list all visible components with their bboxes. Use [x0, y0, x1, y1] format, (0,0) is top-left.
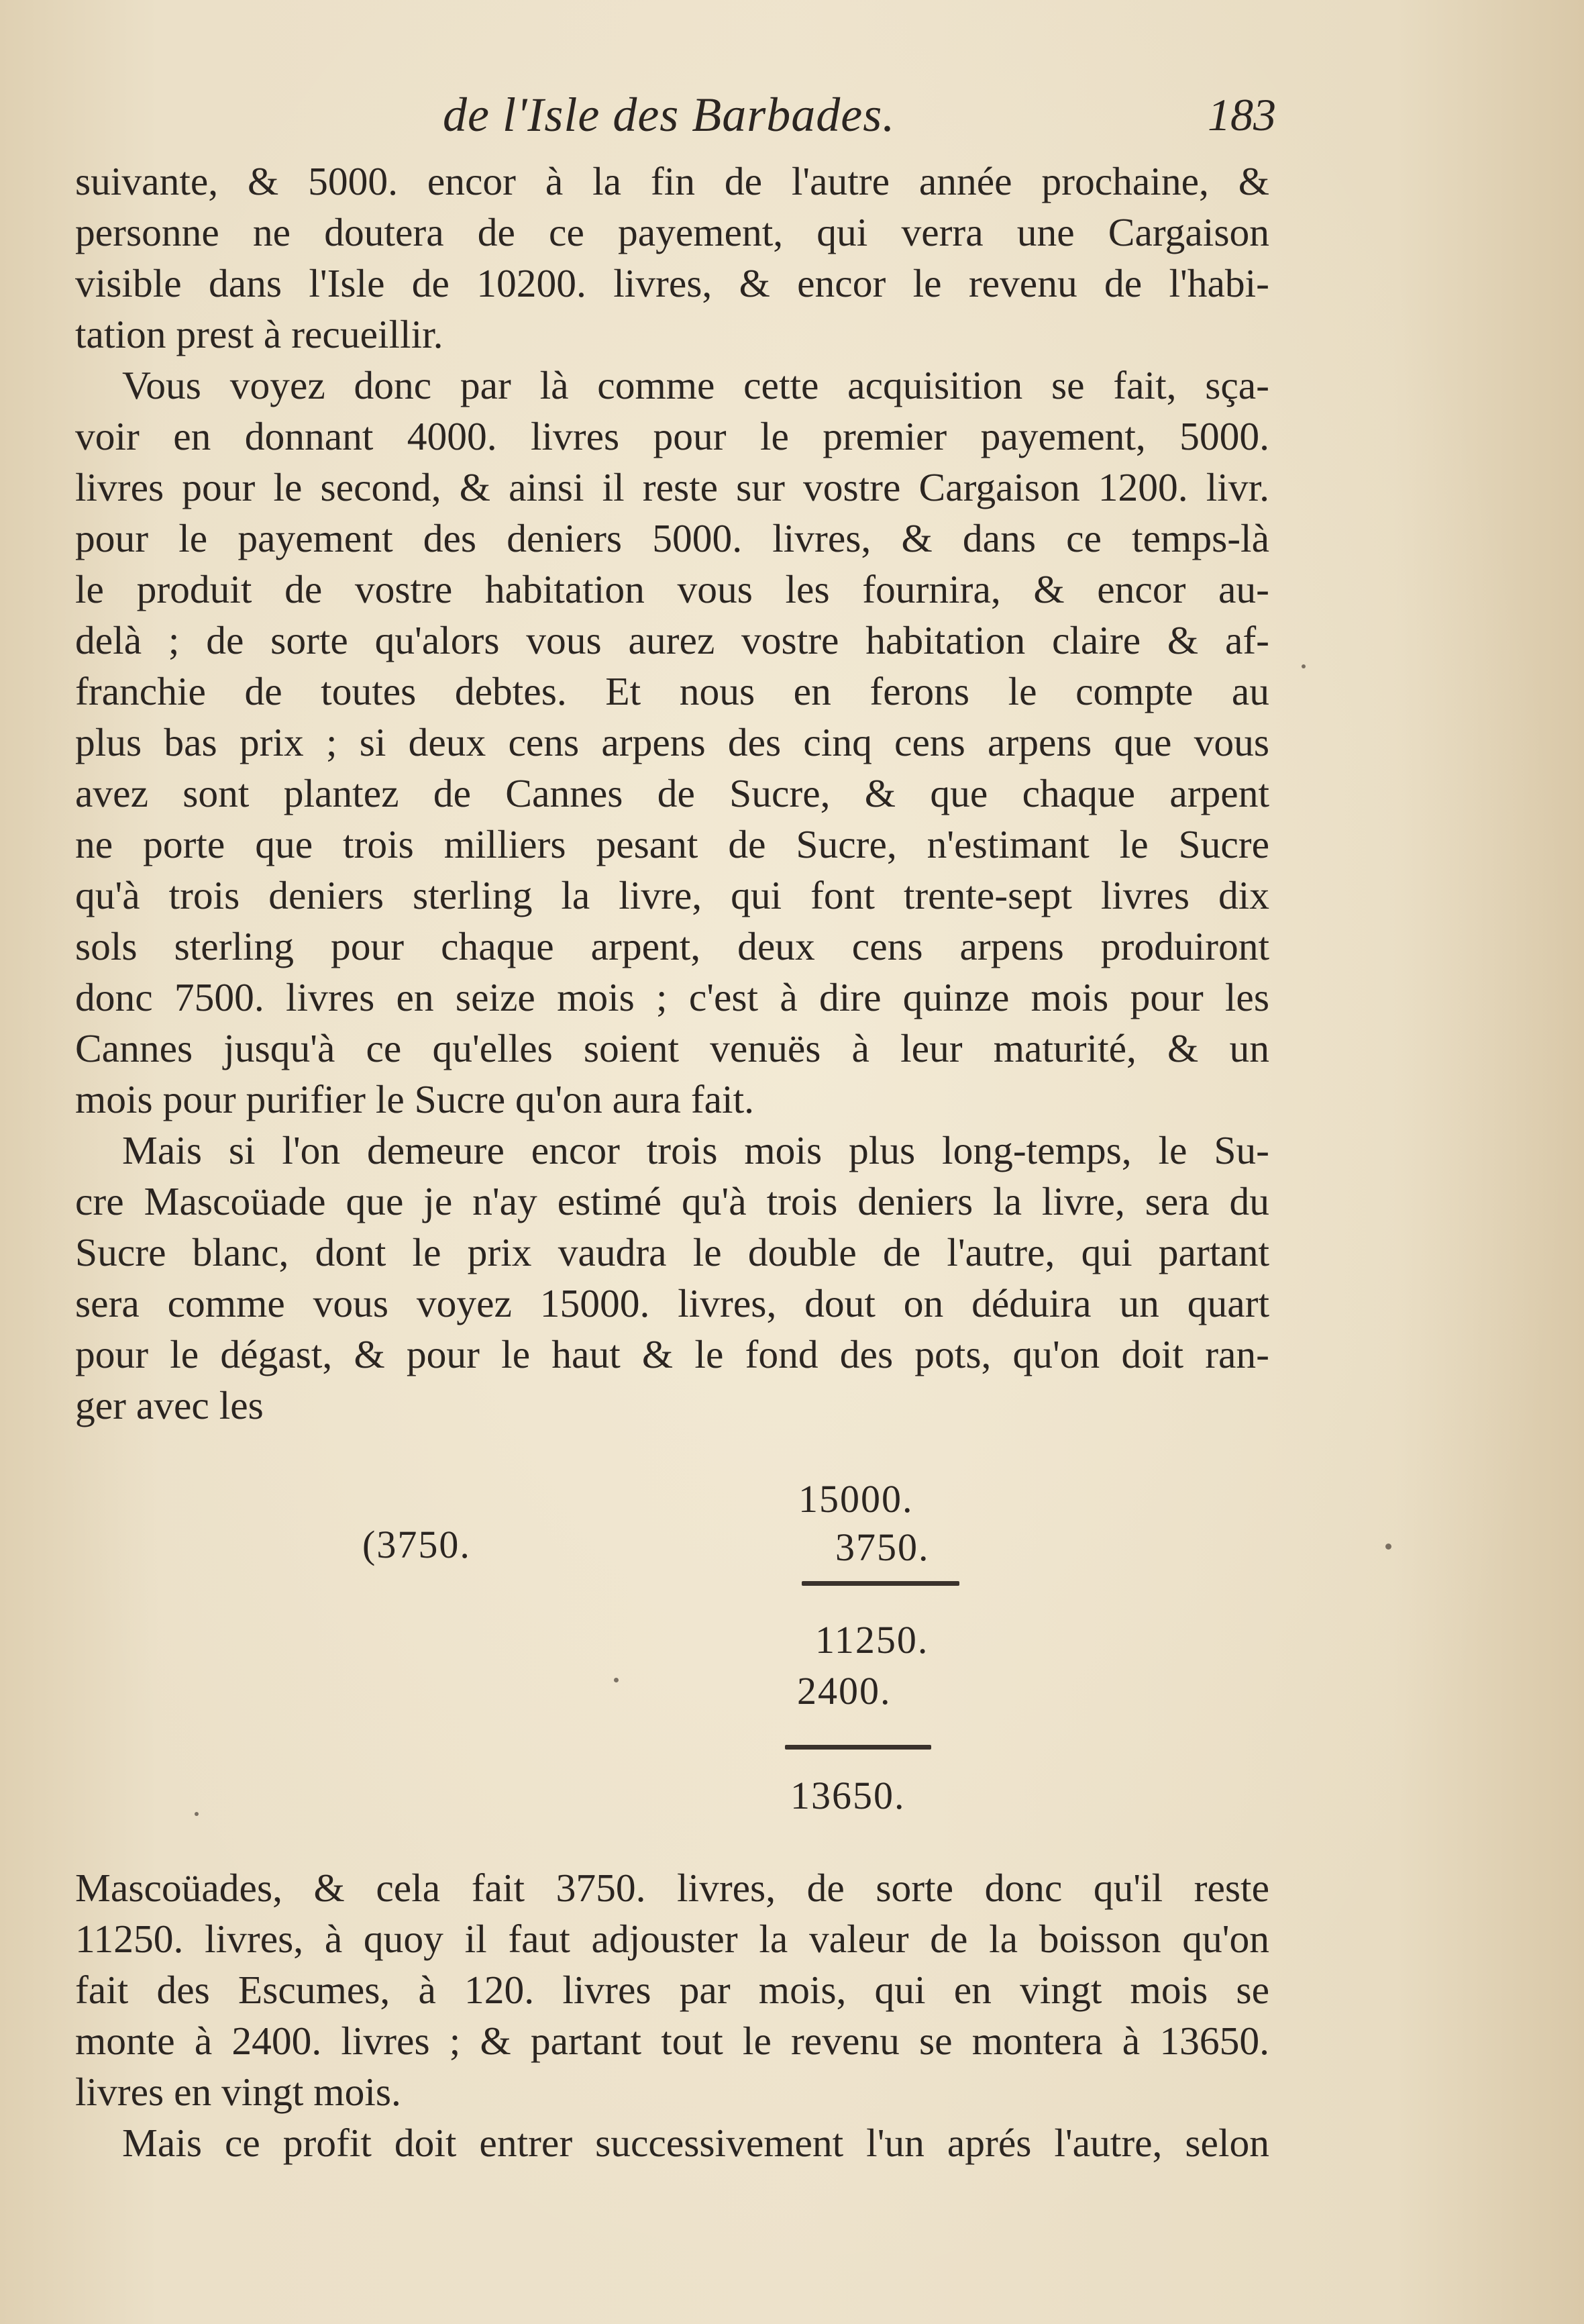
- calc-addition: 2400.: [797, 1669, 892, 1713]
- text-line: personne ne doutera de ce payement, qui verra une Cargaison: [75, 210, 1269, 254]
- text-line: Mascoüades, & cela fait 3750. livres, de sorte donc qu'il reste: [75, 1866, 1269, 1910]
- calc-subtotal: 11250.: [815, 1618, 929, 1662]
- text-line: delà ; de sorte qu'alors vous aurez vostre habitation claire & af-: [75, 618, 1269, 662]
- text-line: sols sterling pour chaque arpent, deux cens arpens produiront: [75, 924, 1269, 968]
- text-line: voir en donnant 4000. livres pour le premier payement, 5000.: [75, 414, 1269, 458]
- text-line: 11250. livres, à quoy il faut adjouster la valeur de la boisson qu'on: [75, 1917, 1269, 1961]
- paper-speck: [1302, 664, 1306, 668]
- text-line: Sucre blanc, dont le prix vaudra le double de l'autre, qui partant: [75, 1230, 1269, 1274]
- text-line: visible dans l'Isle de 10200. livres, & encor le revenu de l'habi-: [75, 261, 1269, 305]
- running-title: de l'Isle des Barbades.: [443, 88, 896, 142]
- text-line: Mais si l'on demeure encor trois mois plus long-temps, le Su-: [122, 1128, 1269, 1172]
- sugar-revenue-calculation: [0, 1450, 1584, 1825]
- text-line: livres en vingt mois.: [75, 2070, 401, 2114]
- text-line: qu'à trois deniers sterling la livre, qui font trente-sept livres dix: [75, 873, 1269, 917]
- text-line: monte à 2400. livres ; & partant tout le revenu se montera à 13650.: [75, 2019, 1269, 2063]
- paper-speck: [195, 1812, 199, 1816]
- paper-speck: [1385, 1544, 1391, 1550]
- text-line: ger avec les: [75, 1383, 264, 1427]
- text-line: fait des Escumes, à 120. livres par mois, qui en vingt mois se: [75, 1968, 1269, 2012]
- paragraph-3: [75, 1125, 1269, 1431]
- paragraph-1: [75, 156, 1269, 360]
- paper-speck: [614, 1678, 619, 1682]
- page-number: 183: [1208, 89, 1276, 140]
- text-line: livres pour le second, & ainsi il reste sur vostre Cargaison 1200. livr.: [75, 465, 1269, 509]
- text-line: Mais ce profit doit entrer successivement l'un aprés l'autre, selon: [122, 2121, 1269, 2165]
- text-line: suivante, & 5000. encor à la fin de l'autre année prochaine, &: [75, 159, 1269, 203]
- calc-sum-rule: [785, 1745, 931, 1750]
- text-line: tation prest à recueillir.: [75, 312, 443, 356]
- text-line: sera comme vous voyez 15000. livres, dout on déduira un quart: [75, 1281, 1269, 1325]
- calc-total: 15000.: [798, 1477, 914, 1521]
- text-line: pour le payement des deniers 5000. livres, & dans ce temps-là: [75, 516, 1269, 560]
- text-line: Vous voyez donc par là comme cette acquisition se fait, sça-: [122, 363, 1269, 407]
- text-line: donc 7500. livres en seize mois ; c'est à dire quinze mois pour les: [75, 975, 1269, 1019]
- text-line: mois pour purifier le Sucre qu'on aura fait.: [75, 1077, 754, 1121]
- paragraph-5: [75, 2117, 1269, 2168]
- calc-margin-note: (3750.: [362, 1523, 471, 1566]
- paragraph-4: [75, 1862, 1269, 2117]
- text-block-lower: [75, 1862, 1269, 2168]
- paragraph-2: [75, 360, 1269, 1125]
- text-line: avez sont plantez de Cannes de Sucre, & que chaque arpent: [75, 771, 1269, 815]
- text-line: cre Mascoüade que je n'ay estimé qu'à trois deniers la livre, sera du: [75, 1179, 1269, 1223]
- text-line: plus bas prix ; si deux cens arpens des cinq cens arpens que vous: [75, 720, 1269, 764]
- calc-result: 13650.: [790, 1774, 906, 1817]
- text-line: pour le dégast, & pour le haut & le fond des pots, qu'on doit ran-: [75, 1332, 1269, 1376]
- text-block-upper: [75, 156, 1269, 1431]
- text-line: Cannes jusqu'à ce qu'elles soient venuës à leur maturité, & un: [75, 1026, 1269, 1070]
- text-line: ne porte que trois milliers pesant de Sucre, n'estimant le Sucre: [75, 822, 1269, 866]
- text-line: franchie de toutes debtes. Et nous en ferons le compte au: [75, 669, 1269, 713]
- text-line: le produit de vostre habitation vous les fournira, & encor au-: [75, 567, 1269, 611]
- calc-deduction: 3750.: [835, 1525, 930, 1569]
- page-header: [0, 81, 1584, 154]
- calc-sum-rule: [802, 1581, 959, 1586]
